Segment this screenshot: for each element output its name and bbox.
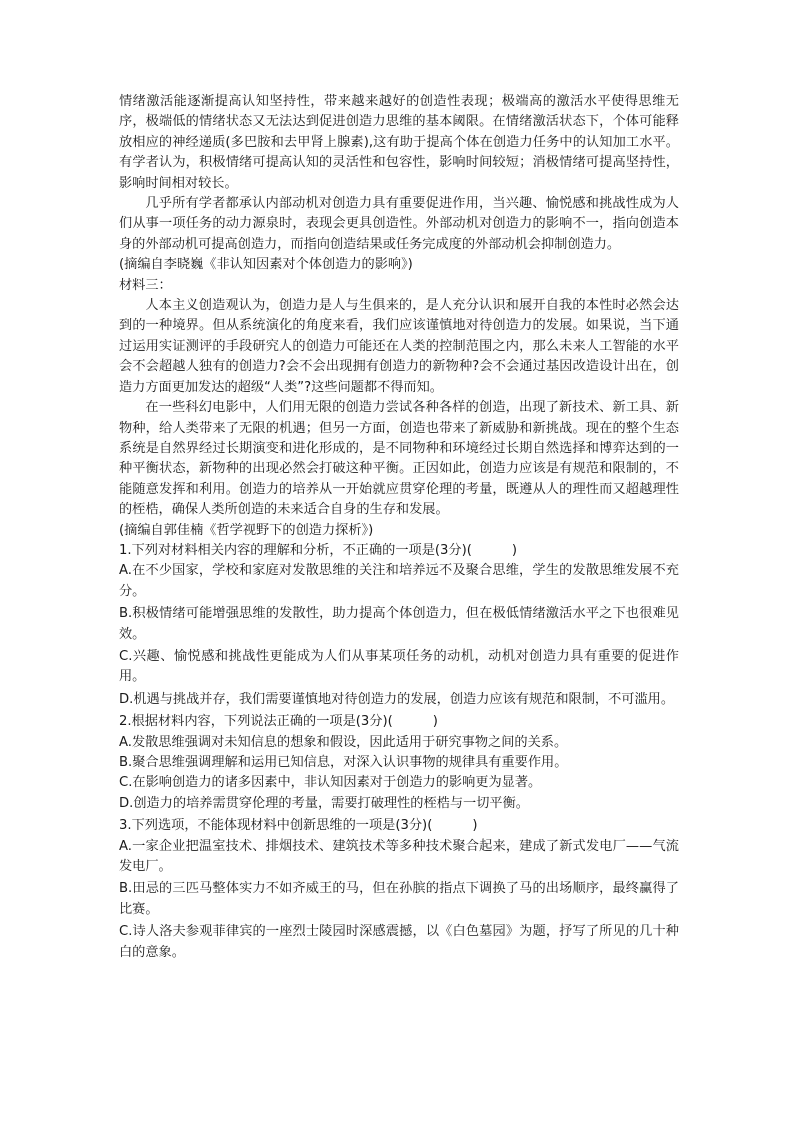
- answer-bracket-close: ): [511, 542, 518, 558]
- question-2: [119, 712, 679, 814]
- question-3: [119, 816, 679, 963]
- paragraph: 几乎所有学者都承认内部动机对创造力具有重要促进作用，当兴趣、愉悦感和挑战性成为人们从事一项任务的动力源泉时，表现会更具创造性。外部动机对创造力的影响不一，指向创造本身的外部动机可提高创造力，而指向创造结果或任务完成度的外部动机会抑制创造力。: [119, 196, 679, 252]
- option-a: A.在不少国家，学校和家庭对发散思维的关注和培养远不及聚合思维，学生的发散思维发展不充分。: [119, 563, 679, 599]
- question-stem: 2.根据材料内容，下列说法正确的一项是(3分)(: [119, 714, 393, 730]
- option-b: B.积极情绪可能增强思维的发散性，助力提高个体创造力，但在极低情绪激活水平之下也很难见效。: [119, 606, 679, 642]
- option-c: C.兴趣、愉悦感和挑战性更能成为人们从事某项任务的动机，动机对创造力具有重要的促进作用。: [119, 648, 679, 685]
- option-b: B.田忌的三匹马整体实力不如齐威王的马，但在孙膑的指点下调换了马的出场顺序，最终赢得了比赛。: [119, 881, 679, 917]
- option-b: B.聚合思维强调理解和运用已知信息，对深入认识事物的规律具有重要作用。: [119, 755, 568, 770]
- option-d: D.机遇与挑战并存，我们需要谨慎地对待创造力的发展，创造力应该有规范和限制，不可滥用。: [119, 691, 675, 707]
- question-1: [119, 541, 679, 710]
- paragraph: 情绪激活能逐渐提高认知坚持性，带来越来越好的创造性表现；极端高的激活水平使得思维无序，极端低的情绪状态又无法达到促进创造力思维的基本阈限。在情绪激活状态下，个体可能释放相应的神经递质(多巴胺和去甲肾上腺素),这有助于提高个体在创造力任务中的认知加工水平。有学者认为，积极情绪可提高认知的灵活性和包容性，影响时间较短；消极情绪可提高坚持性，影响时间相对较长。: [119, 94, 679, 191]
- source-citation: (摘编自郭佳楠《哲学视野下的创造力探析》): [119, 522, 374, 538]
- question-stem: 1.下列对材料相关内容的理解和分析，不正确的一项是(3分)(: [119, 542, 472, 558]
- option-d: D.创造力的培养需贯穿伦理的考量，需要打破理性的桎梏与一切平衡。: [119, 795, 529, 811]
- material-heading: 材料三：: [119, 277, 172, 293]
- paragraph: 人本主义创造观认为，创造力是人与生俱来的，是人充分认识和展开自我的本性时必然会达到的一种境界。但从系统演化的角度来看，我们应该谨慎地对待创造力的发展。如果说，当下通过运用实证测评的手段研究人的创造力可能还在人类的控制范围之内，那么未来人工智能的水平会不会超越人独有的创造力?会不会出现拥有创造力的新物种?会不会通过基因改造设计出在，创造力方面更加发达的超级“人类”?这些问题都不得而知。: [119, 298, 679, 395]
- paragraph: 在一些科幻电影中，人们用无限的创造力尝试各种各样的创造，出现了新技术、新工具、新物种，给人类带来了无限的机遇；但另一方面，创造也带来了新威胁和新挑战。现在的整个生态系统是自然界经过长期演变和进化形成的，是不同物种和环境经过长期自然选择和博弈达到的一种平衡状态，新物种的出现必然会打破这种平衡。正因如此，创造力应该是有规范和限制的，不能随意发挥和利用。创造力的培养从一开始就应贯穿伦理的考量，既遵从人的理性而又超越理性的桎梏，确保人类所创造的未来适合自身的生存和发展。: [119, 400, 679, 518]
- question-stem: 3.下列选项，不能体现材料中创新思维的一项是(3分)(: [119, 818, 433, 834]
- option-a: A.发散思维强调对未知信息的想象和假设，因此适用于研究事物之间的关系。: [119, 734, 568, 750]
- source-citation: (摘编自李晓巍《非认知因素对个体创造力的影响》): [119, 257, 413, 273]
- option-c: C.诗人洛夫参观菲律宾的一座烈士陵园时深感震撼，以《白色墓园》为题，抒写了所见的几十种白的意象。: [119, 924, 679, 960]
- document-page: [119, 92, 679, 965]
- answer-bracket-close: ): [472, 818, 478, 834]
- option-a: A.一家企业把温室技术、排烟技术、建筑技术等多种技术聚合起来，建成了新式发电厂——气流发电厂。: [119, 838, 679, 875]
- answer-bracket-close: ): [432, 714, 438, 730]
- option-c: C.在影响创造力的诸多因素中，非认知因素对于创造力的影响更为显著。: [119, 775, 542, 791]
